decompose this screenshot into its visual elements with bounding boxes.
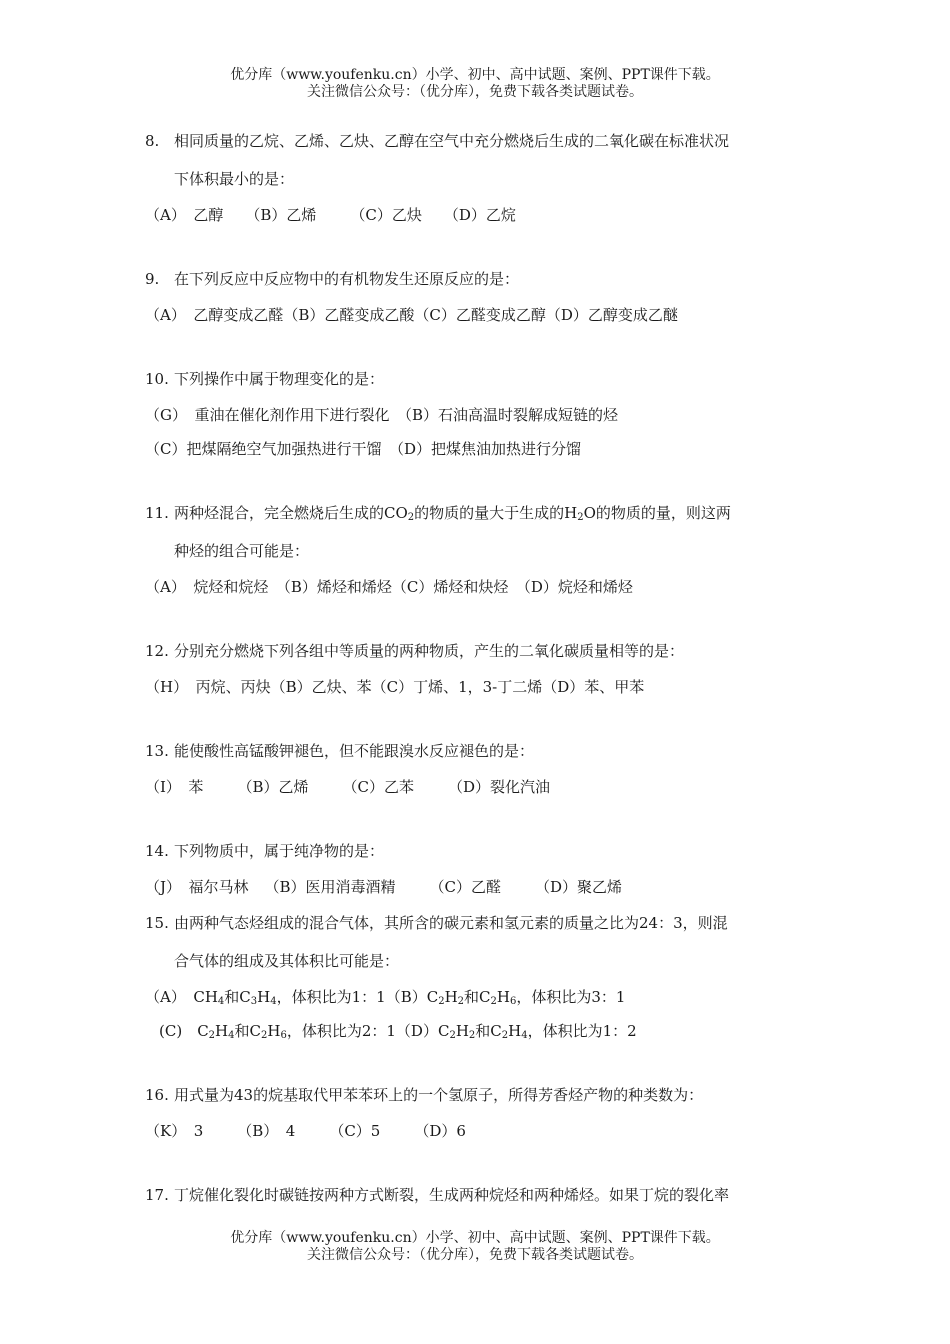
formula-text: ，体积比为2：1（D）C — [286, 1022, 450, 1040]
subscript: 2 — [208, 1030, 216, 1041]
question-stem: 下列操作中属于物理变化的是： — [174, 370, 385, 388]
subscript: 2 — [501, 1030, 509, 1041]
option-row-2: （C）把煤隔绝空气加强热进行干馏 （D）把煤焦油加热进行分馏 — [145, 440, 582, 458]
formula-text: H — [508, 1022, 522, 1040]
option-b: （B）乙烯 — [237, 778, 309, 796]
stem-text: O的物质的量，则这两 — [583, 504, 731, 522]
subscript: 3 — [250, 996, 258, 1007]
option-row: （H） 丙烷、丙炔（B）乙炔、苯（C）丁烯、1，3-丁二烯（D）苯、甲苯 — [145, 678, 645, 696]
question-12 — [145, 632, 815, 704]
question-number: 10. — [145, 370, 169, 388]
question-stem-continued: 合气体的组成及其体积比可能是： — [174, 952, 400, 970]
question-8 — [145, 122, 815, 232]
subscript: 2 — [407, 512, 415, 523]
option-row — [145, 770, 815, 804]
subscript: 4 — [217, 996, 225, 1007]
question-number: 12. — [145, 642, 169, 660]
formula-text: H — [455, 1022, 469, 1040]
option-label: (C) — [159, 1022, 198, 1040]
question-list — [145, 122, 815, 1214]
page-header — [0, 67, 950, 101]
option-d: （D）裂化汽油 — [447, 778, 550, 796]
question-stem: 由两种气态烃组成的混合气体，其所含的碳元素和氢元素的质量之比为24：3，则混 — [174, 914, 728, 932]
option-a: （J） 福尔马林 — [145, 878, 249, 896]
option-a: （K） 3 — [145, 1122, 204, 1140]
question-stem — [174, 504, 731, 522]
formula-text: H — [496, 988, 510, 1006]
option-row — [145, 870, 815, 904]
formula-text: ，体积比为1：1（B）C — [276, 988, 439, 1006]
option-row: （A） 烷烃和烷烃 （B）烯烃和烯烃（C）烯烃和炔烃 （D）烷烃和烯烃 — [145, 578, 633, 596]
question-stem: 用式量为43的烷基取代甲苯苯环上的一个氢原子，所得芳香烃产物的种类数为： — [174, 1086, 704, 1104]
question-stem: 相同质量的乙烷、乙烯、乙炔、乙醇在空气中充分燃烧后生成的二氧化碳在标准状况 — [174, 132, 730, 150]
option-label: （A） — [145, 988, 194, 1006]
question-number: 14. — [145, 842, 169, 860]
option-a: （I） 苯 — [145, 778, 204, 796]
question-15 — [145, 904, 815, 1048]
stem-text: 的物质的量大于生成的H — [414, 504, 578, 522]
formula-text: H — [257, 988, 271, 1006]
option-c: （C）5 — [329, 1122, 381, 1140]
question-stem: 丁烷催化裂化时碳链按两种方式断裂，生成两种烷烃和两种烯烃。如果丁烷的裂化率 — [174, 1186, 730, 1204]
formula-text: CH — [193, 988, 218, 1006]
formula-text: ，体积比为1：2 — [527, 1022, 637, 1040]
subscript: 2 — [490, 996, 497, 1007]
formula-text: H — [444, 988, 458, 1006]
question-14 — [145, 832, 815, 904]
option-row-2 — [145, 1014, 815, 1048]
formula-text: H — [267, 1022, 281, 1040]
question-stem-continued: 种烃的组合可能是： — [174, 542, 310, 560]
footer-line-1: 优分库（www.youfenku.cn）小学、初中、高中试题、案例、PPT课件下载。 — [230, 1230, 720, 1246]
subscript: 2 — [468, 1030, 476, 1041]
formula-text: ，体积比为3：1 — [516, 988, 626, 1006]
subscript: 6 — [510, 996, 517, 1007]
footer-line-2: 关注微信公众号：（优分库），免费下载各类试题试卷。 — [307, 1247, 643, 1263]
subscript: 4 — [270, 996, 277, 1007]
option-c: （C）乙苯 — [342, 778, 414, 796]
subscript: 4 — [228, 1030, 235, 1041]
option-d: （D）6 — [414, 1122, 466, 1140]
formula-text: 和C — [475, 1022, 502, 1040]
question-13 — [145, 732, 815, 804]
question-stem: 下列物质中，属于纯净物的是： — [174, 842, 385, 860]
option-c: （C）乙醛 — [429, 878, 502, 896]
question-number: 16. — [145, 1086, 169, 1104]
formula-text: C — [197, 1022, 209, 1040]
question-11 — [145, 494, 815, 604]
option-a: （A） 乙醇 — [145, 206, 224, 224]
question-number: 15. — [145, 914, 169, 932]
option-row — [145, 198, 815, 232]
question-9 — [145, 260, 815, 332]
header-line-2: 关注微信公众号：（优分库），免费下载各类试题试卷。 — [307, 84, 643, 100]
option-b: （B） 4 — [237, 1122, 296, 1140]
question-number: 13. — [145, 742, 169, 760]
question-16 — [145, 1076, 815, 1148]
question-number: 11. — [145, 504, 169, 522]
option-row-1 — [145, 980, 815, 1014]
option-row: （A） 乙醇变成乙醛（B）乙醛变成乙酸（C）乙醛变成乙醇（D）乙醇变成乙醚 — [145, 306, 678, 324]
subscript: 6 — [280, 1030, 287, 1041]
question-10 — [145, 360, 815, 466]
subscript: 2 — [438, 996, 445, 1007]
subscript: 2 — [261, 1030, 268, 1041]
formula-text: H — [215, 1022, 229, 1040]
option-b: （B）医用消毒酒精 — [264, 878, 396, 896]
stem-text: 两种烃混合，完全燃烧后生成的CO — [174, 504, 408, 522]
formula-text: 和C — [224, 988, 251, 1006]
formula-text: 和C — [464, 988, 491, 1006]
subscript: 2 — [457, 996, 465, 1007]
question-number: 8. — [145, 132, 160, 150]
subscript: 4 — [521, 1030, 528, 1041]
question-number: 9. — [145, 270, 160, 288]
subscript: 2 — [449, 1030, 456, 1041]
option-row-1: （G） 重油在催化剂作用下进行裂化 （B）石油高温时裂解成短链的烃 — [145, 406, 619, 424]
page-footer — [0, 1230, 950, 1264]
question-17 — [145, 1176, 815, 1214]
subscript: 2 — [577, 512, 584, 523]
option-b: （B）乙烯 — [245, 206, 317, 224]
option-d: （D）聚乙烯 — [535, 878, 623, 896]
question-stem: 能使酸性高锰酸钾褪色，但不能跟溴水反应褪色的是： — [174, 742, 535, 760]
header-line-1: 优分库（www.youfenku.cn）小学、初中、高中试题、案例、PPT课件下载。 — [230, 67, 720, 83]
question-stem: 分别充分燃烧下列各组中等质量的两种物质，产生的二氧化碳质量相等的是： — [174, 642, 685, 660]
formula-text: 和C — [234, 1022, 261, 1040]
option-d: （D）乙烷 — [443, 206, 516, 224]
option-row — [145, 1114, 815, 1148]
question-stem-continued: 下体积最小的是： — [174, 170, 295, 188]
option-c: （C）乙炔 — [350, 206, 422, 224]
question-number: 17. — [145, 1186, 169, 1204]
question-stem: 在下列反应中反应物中的有机物发生还原反应的是： — [174, 270, 520, 288]
